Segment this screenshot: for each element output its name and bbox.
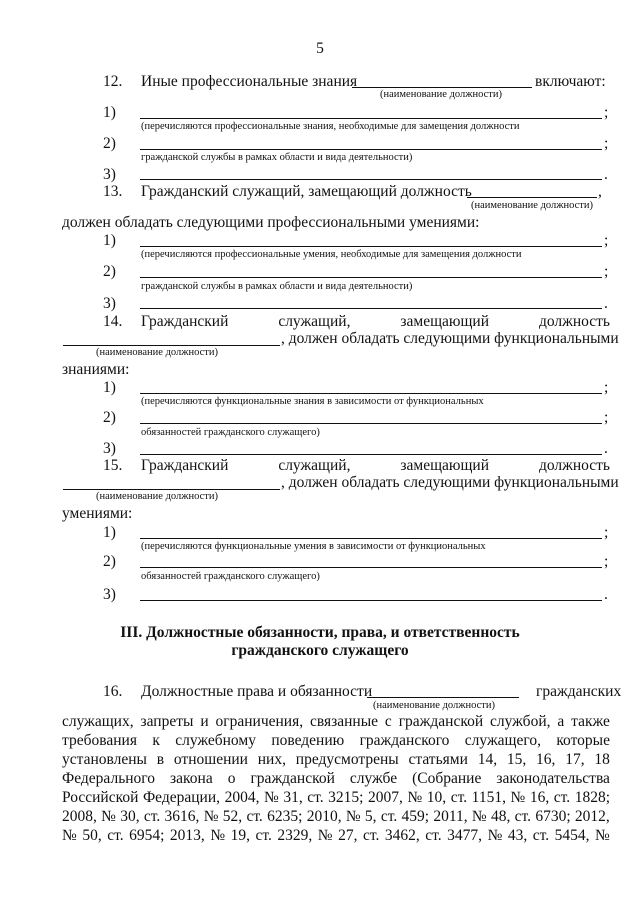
item-16-l7-w20: № <box>595 827 610 844</box>
item-16-l1-w7: гражданской <box>398 713 484 730</box>
item-16-l7-w7: 19, <box>230 827 250 844</box>
item-16-l5-w15: ст. <box>553 789 571 806</box>
item-15-sub-3-number: 3) <box>103 586 116 603</box>
item-16-l4-w4: гражданской <box>250 770 335 787</box>
item-16-l6-w8: ст. <box>246 808 263 825</box>
item-16-l6-w15: 2011, <box>433 808 468 825</box>
item-15-line-2: , должен обладать следующими функциональными <box>281 474 619 491</box>
item-14-words <box>141 313 610 330</box>
item-16-l5-w3: 2004, <box>224 789 260 806</box>
item-16-l4-w1: Федерального <box>62 770 156 787</box>
item-16-l1-w5: связанные <box>310 713 379 730</box>
item-16-l6-w7: 52, <box>222 808 243 825</box>
item-16-l6-w3: 30, <box>120 808 140 825</box>
item-16-l3-w3: отношении <box>173 751 248 768</box>
item-14-continuation: знаниями: <box>62 361 130 378</box>
item-14-number: 14. <box>103 313 123 330</box>
item-16-l7-w16: № <box>487 827 503 844</box>
item-13-position-caption: (наименование должности) <box>471 200 594 211</box>
item-12-position-blank <box>352 87 532 88</box>
item-15-sub-2-caption: обязанностей гражданского служащего) <box>141 571 320 582</box>
item-16-l1-w1: служащих, <box>62 713 134 730</box>
item-16-line-2 <box>62 732 610 749</box>
item-16-l6-w6: № <box>203 808 219 825</box>
item-13-sub-1-caption: (перечисляются профессиональные умения, необходимые для замещения должности <box>141 249 522 260</box>
item-12-sub-2-caption: гражданской службы в рамках области и вида деятельности) <box>141 152 413 163</box>
item-14-sub-3-blank <box>140 454 602 455</box>
item-16-l2-w7: которые <box>556 732 610 749</box>
item-13-sub-1-punct: ; <box>604 232 609 249</box>
section-heading-line-1: III. Должностные обязанности, права, и ответственность <box>120 624 520 641</box>
item-16-l6-w1: 2008, <box>62 808 97 825</box>
item-14-sub-2-blank <box>140 423 602 424</box>
item-12-sub-3-blank <box>140 179 602 180</box>
item-16-l3-w4: них, <box>257 751 286 768</box>
item-12-sub-2-number: 2) <box>103 135 116 152</box>
item-14-sub-1-caption: (перечисляются функциональные знания в зависимости от функциональных <box>141 396 484 407</box>
item-16-l2-w1: требования <box>62 732 137 749</box>
item-15-sub-2-number: 2) <box>103 553 116 570</box>
item-15-sub-2-blank <box>140 567 602 568</box>
item-15-sub-1-blank <box>140 538 602 539</box>
item-12-text: Иные профессиональные знания <box>141 73 358 90</box>
item-16-l6-w9: 6235; <box>267 808 303 825</box>
item-15-number: 15. <box>103 457 123 474</box>
item-16-number: 16. <box>103 683 123 700</box>
page-number: 5 <box>316 40 324 57</box>
item-16-l2-w3: служебному <box>175 732 256 749</box>
item-15-continuation: умениями: <box>62 505 133 522</box>
item-16-l5-w10: 10, <box>426 789 447 806</box>
item-16-l1-w8: службой, <box>490 713 551 730</box>
item-16-l6-w2: № <box>101 808 116 825</box>
item-16-l2-w4: поведению <box>271 732 345 749</box>
item-16-l7-w1: № <box>62 827 77 844</box>
item-12-sub-2-punct: ; <box>604 135 609 152</box>
item-15-position-blank <box>63 489 280 490</box>
item-16-l4-w3: о <box>227 770 236 787</box>
item-14-sub-1-blank <box>140 393 602 394</box>
item-16-l7-w9: 2329, <box>277 827 313 844</box>
item-15-word-4: должность <box>538 457 610 474</box>
item-15-position-caption: (наименование должности) <box>96 491 219 502</box>
item-16-l6-w19: 6730; <box>535 808 571 825</box>
item-16-l4-w7: законодательства <box>496 770 610 787</box>
item-16-l3-w7: 14, <box>477 751 498 768</box>
item-16-l7-w5: 2013, <box>169 827 205 844</box>
item-15-word-1: Гражданский <box>141 457 229 474</box>
item-14-sub-3-punct: . <box>604 440 608 457</box>
item-16-l5-w7: 3215; <box>328 789 364 806</box>
item-16-l5-w5: 31, <box>283 789 303 806</box>
item-15-sub-1-punct: ; <box>604 524 609 541</box>
item-15-word-3: замещающий <box>400 457 490 474</box>
item-16-l6-w16: № <box>471 808 487 825</box>
item-15-sub-3-blank <box>140 600 602 601</box>
item-13-sub-2-caption: гражданской службы в рамках области и вида деятельности) <box>141 281 413 292</box>
item-16-l6-w11: № <box>345 808 361 825</box>
item-16-l5-w4: № <box>263 789 279 806</box>
item-16-l7-w13: 3462, <box>384 827 420 844</box>
item-13-comma: , <box>598 183 602 200</box>
item-16-l7-w17: 43, <box>507 827 528 844</box>
item-16-line-4 <box>62 770 610 787</box>
item-15-word-2: служащий, <box>278 457 351 474</box>
item-12-number: 12. <box>103 73 123 90</box>
item-16-l6-w4: ст. <box>143 808 161 825</box>
item-13-sub-1-blank <box>140 246 602 247</box>
item-16-l6-w17: 48, <box>491 808 511 825</box>
item-14-sub-1-number: 1) <box>103 379 116 396</box>
item-14-word-1: Гражданский <box>141 313 229 330</box>
item-14-word-4: должность <box>538 313 610 330</box>
item-16-l3-w1: установлены <box>62 751 147 768</box>
item-13-number: 13. <box>103 183 123 200</box>
item-13-continuation: должен обладать следующими профессиональными умениями: <box>62 214 480 231</box>
item-16-l7-w4: 6954; <box>129 827 165 844</box>
item-16-l7-w3: ст. <box>107 827 124 844</box>
item-12-position-caption: (наименование должности) <box>380 89 503 100</box>
item-16-l5-w2: Федерации, <box>142 789 221 806</box>
item-16-l6-w12: 5, <box>364 808 377 825</box>
item-16-l1-w6: с <box>384 713 392 730</box>
item-16-l7-w6: № <box>210 827 226 844</box>
item-16-l6-w5: 3616, <box>164 808 200 825</box>
item-16-l7-w18: ст. <box>532 827 550 844</box>
item-12-sub-2-blank <box>140 149 602 150</box>
item-16-l5-w13: № <box>510 789 526 806</box>
item-16-l6-w18: ст. <box>514 808 532 825</box>
item-16-l7-w11: 27, <box>338 827 358 844</box>
item-16-l1-w9: а <box>557 713 565 730</box>
item-16-l3-w6: статьями <box>408 751 468 768</box>
item-16-line-3 <box>62 751 610 768</box>
item-13-text: Гражданский служащий, замещающий должность <box>141 183 472 200</box>
item-16-l6-w20: 2012, <box>574 808 610 825</box>
item-12-sub-1-number: 1) <box>103 104 116 121</box>
item-16-l2-w5: гражданского <box>359 732 450 749</box>
section-heading-line-2: гражданского служащего <box>231 642 409 659</box>
item-16-l6-w10: 2010, <box>306 808 342 825</box>
item-16-position-blank <box>367 697 519 698</box>
item-16-l4-w6: (Собрание <box>412 770 482 787</box>
item-16-l4-w5: службе <box>349 770 398 787</box>
item-16-tail: гражданских <box>536 683 622 700</box>
item-16-l6-w13: ст. <box>380 808 398 825</box>
item-13-sub-2-number: 2) <box>103 263 116 280</box>
item-16-l3-w11: 18 <box>594 751 610 768</box>
item-16-line-7 <box>62 827 610 844</box>
item-12-sub-1-punct: ; <box>604 104 609 121</box>
item-15-sub-1-number: 1) <box>103 524 116 541</box>
item-13-sub-3-punct: . <box>604 295 608 312</box>
item-13-position-blank <box>467 197 597 198</box>
item-13-sub-2-blank <box>140 277 602 278</box>
item-16-l7-w14: ст. <box>425 827 442 844</box>
item-16-l5-w12: 1151, <box>471 789 506 806</box>
item-14-sub-1-punct: ; <box>604 379 609 396</box>
item-16-l6-w14: 459; <box>401 808 430 825</box>
item-16-l5-w11: ст. <box>450 789 468 806</box>
item-16-position-caption: (наименование должности) <box>373 700 496 711</box>
item-15-sub-3-punct: . <box>604 586 608 603</box>
item-16-l1-w3: и <box>200 713 209 730</box>
item-16-l5-w1: Российской <box>62 789 139 806</box>
item-16-l3-w9: 16, <box>536 751 556 768</box>
item-14-word-3: замещающий <box>400 313 490 330</box>
item-16-l7-w12: ст. <box>363 827 380 844</box>
item-16-line-1 <box>62 713 610 730</box>
item-16-l5-w6: ст. <box>307 789 324 806</box>
item-16-l5-w8: 2007, <box>368 789 403 806</box>
item-14-sub-2-number: 2) <box>103 409 116 426</box>
item-12-tail: включают: <box>535 73 606 90</box>
item-13-sub-2-punct: ; <box>604 263 609 280</box>
item-13-sub-1-number: 1) <box>103 232 116 249</box>
item-16-text: Должностные права и обязанности <box>141 683 373 700</box>
item-15-words <box>141 457 610 474</box>
item-16-l5-w9: № <box>407 789 423 806</box>
item-15-sub-1-caption: (перечисляются функциональные умения в зависимости от функциональных <box>141 541 486 552</box>
item-13-sub-3-blank <box>140 308 602 309</box>
item-14-sub-3-number: 3) <box>103 440 116 457</box>
item-14-sub-2-punct: ; <box>604 409 609 426</box>
item-16-l2-w6: служащего, <box>464 732 541 749</box>
item-16-l7-w2: 50, <box>82 827 102 844</box>
item-16-l1-w2: запреты <box>140 713 194 730</box>
item-16-l4-w2: закона <box>170 770 213 787</box>
item-12-sub-1-caption: (перечисляются профессиональные знания, необходимые для замещения должности <box>141 121 520 132</box>
item-16-l1-w10: также <box>571 713 610 730</box>
item-16-l5-w14: 16, <box>529 789 550 806</box>
item-15-sub-2-punct: ; <box>604 553 609 570</box>
item-14-position-caption: (наименование должности) <box>96 347 219 358</box>
item-14-word-2: служащий, <box>278 313 351 330</box>
item-14-line-2: , должен обладать следующими функциональными <box>281 330 619 347</box>
item-14-position-blank <box>63 345 280 346</box>
item-16-l3-w8: 15, <box>506 751 527 768</box>
item-16-l7-w19: 5454, <box>554 827 590 844</box>
item-12-sub-3-number: 3) <box>103 166 116 183</box>
item-16-l7-w15: 3477, <box>447 827 483 844</box>
item-16-l3-w2: в <box>156 751 165 768</box>
item-16-l7-w8: ст. <box>255 827 272 844</box>
item-16-l2-w2: к <box>152 732 160 749</box>
item-14-sub-2-caption: обязанностей гражданского служащего) <box>141 427 320 438</box>
item-12-sub-3-punct: . <box>604 166 608 183</box>
item-16-l3-w5: предусмотрены <box>295 751 399 768</box>
item-16-line-6 <box>62 808 610 825</box>
item-12-sub-1-blank <box>140 118 602 119</box>
item-16-l7-w10: № <box>317 827 333 844</box>
item-13-sub-3-number: 3) <box>103 295 116 312</box>
item-16-l5-w16: 1828; <box>574 789 610 806</box>
item-16-line-5 <box>62 789 610 806</box>
item-16-l3-w10: 17, <box>565 751 585 768</box>
item-16-l1-w4: ограничения, <box>215 713 304 730</box>
